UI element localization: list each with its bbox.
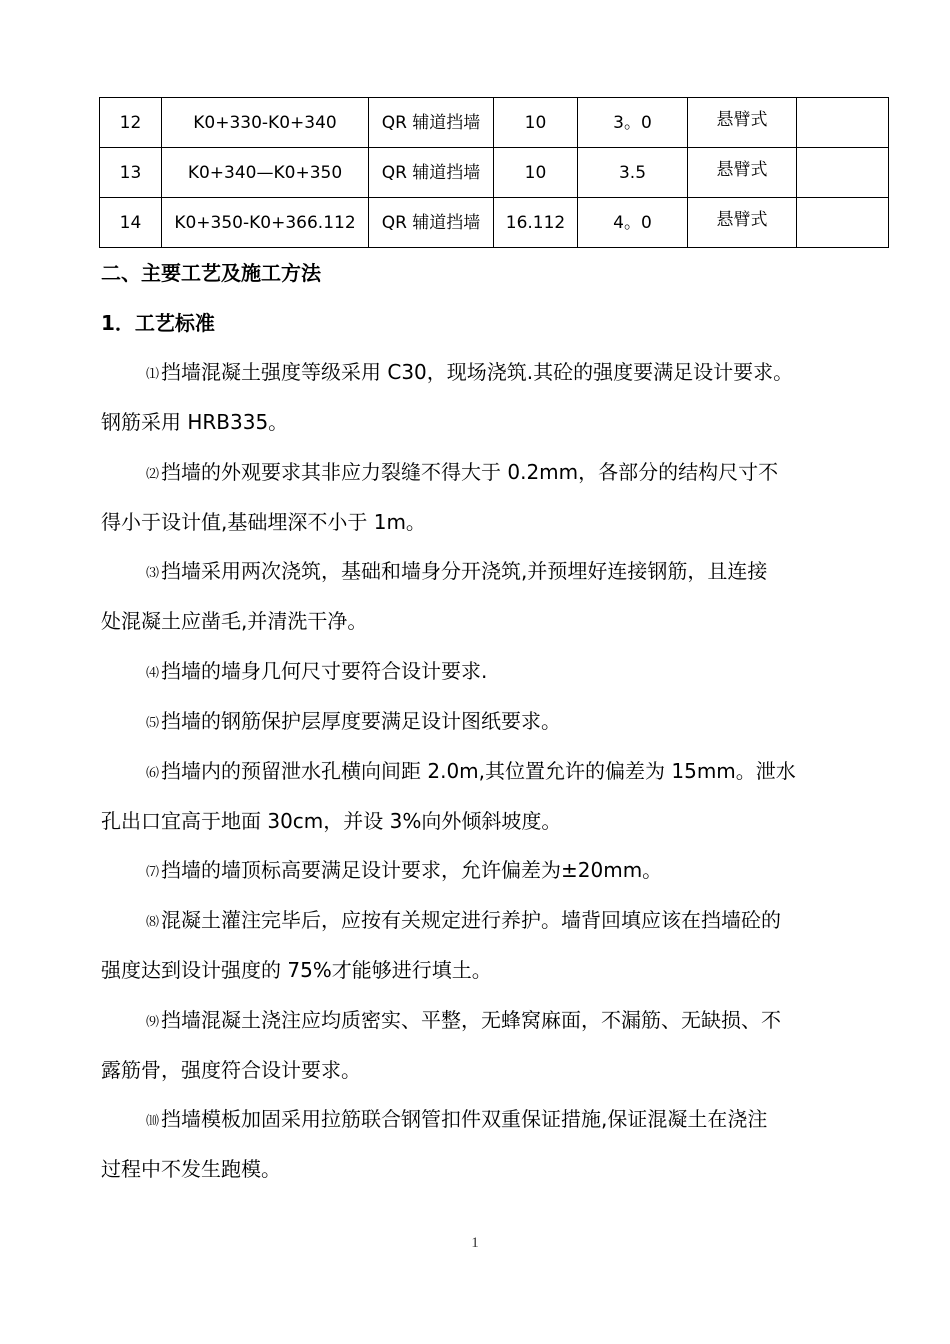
cell-name: QR 辅道挡墙 xyxy=(369,98,494,148)
item-text: 挡墙内的预留泄水孔横向间距 2.0m,其位置允许的偏差为 15mm。泄水 xyxy=(161,759,796,783)
item-text: 处混凝土应凿毛,并清洗干净。 xyxy=(101,609,368,633)
item-text: 孔出口宜高于地面 30cm，并设 3%向外倾斜坡度。 xyxy=(101,809,562,833)
list-item xyxy=(101,696,871,746)
item-text: 挡墙的墙身几何尺寸要符合设计要求. xyxy=(161,659,488,683)
cell-name: QR 辅道挡墙 xyxy=(369,198,494,248)
item-text: 钢筋采用 HRB335。 xyxy=(101,410,289,434)
cell-no: 14 xyxy=(100,198,162,248)
item-text: 挡墙的钢筋保护层厚度要满足设计图纸要求。 xyxy=(161,709,562,733)
cell-stake: K0+340—K0+350 xyxy=(162,148,369,198)
list-item xyxy=(101,995,871,1095)
list-item xyxy=(101,845,871,895)
item-text: 露筋骨，强度符合设计要求。 xyxy=(101,1058,361,1082)
list-item xyxy=(101,347,871,447)
item-number: ⑺ xyxy=(146,865,160,880)
cell-type: 悬臂式 xyxy=(688,198,797,248)
cell-type: 悬臂式 xyxy=(688,148,797,198)
item-text: 挡墙的墙顶标高要满足设计要求，允许偏差为±20mm。 xyxy=(161,858,663,882)
cell-height: 4。0 xyxy=(578,198,688,248)
item-number: ⑽ xyxy=(146,1114,160,1129)
item-text: 混凝土灌注完毕后，应按有关规定进行养护。墙背回填应该在挡墙砼的 xyxy=(161,908,782,932)
cell-length: 10 xyxy=(494,98,578,148)
cell-remark xyxy=(797,198,889,248)
item-text: 挡墙混凝土浇注应均质密实、平整，无蜂窝麻面，不漏筋、无缺损、不 xyxy=(161,1008,782,1032)
item-number: ⑶ xyxy=(146,566,160,581)
cell-stake: K0+350-K0+366.112 xyxy=(162,198,369,248)
item-text: 得小于设计值,基础埋深不小于 1m。 xyxy=(101,510,426,534)
cell-type: 悬臂式 xyxy=(688,98,797,148)
cell-name: QR 辅道挡墙 xyxy=(369,148,494,198)
list-item xyxy=(101,447,871,547)
item-text: 挡墙的外观要求其非应力裂缝不得大于 0.2mm，各部分的结构尺寸不 xyxy=(161,460,779,484)
list-item xyxy=(101,646,871,696)
table-row xyxy=(100,98,889,148)
item-number: ⑷ xyxy=(146,666,160,681)
cell-stake: K0+330-K0+340 xyxy=(162,98,369,148)
item-number: ⑵ xyxy=(146,467,160,482)
item-number: ⑴ xyxy=(146,367,160,382)
cell-no: 12 xyxy=(100,98,162,148)
cell-height: 3。0 xyxy=(578,98,688,148)
item-text: 过程中不发生跑模。 xyxy=(101,1157,281,1181)
cell-length: 10 xyxy=(494,148,578,198)
cell-remark xyxy=(797,148,889,198)
item-number: ⑹ xyxy=(146,766,160,781)
section-title: 二、主要工艺及施工方法 xyxy=(101,261,321,285)
table-row xyxy=(100,148,889,198)
cell-no: 13 xyxy=(100,148,162,198)
list-item xyxy=(101,1094,871,1194)
page-number: 1 xyxy=(471,1235,479,1251)
retaining-wall-table xyxy=(99,97,889,248)
cell-length: 16.112 xyxy=(494,198,578,248)
cell-height: 3.5 xyxy=(578,148,688,198)
item-text: 挡墙采用两次浇筑，基础和墙身分开浇筑,并预埋好连接钢筋，且连接 xyxy=(161,559,768,583)
list-item xyxy=(101,895,871,995)
list-item xyxy=(101,746,871,846)
item-number: ⑸ xyxy=(146,716,160,731)
list-item xyxy=(101,546,871,646)
cell-remark xyxy=(797,98,889,148)
item-number: ⑻ xyxy=(146,915,160,930)
item-text: 强度达到设计强度的 75%才能够进行填土。 xyxy=(101,958,492,982)
item-text: 挡墙模板加固采用拉筋联合钢管扣件双重保证措施,保证混凝土在浇注 xyxy=(161,1107,768,1131)
subsection-title: 1．工艺标准 xyxy=(101,311,215,335)
item-text: 挡墙混凝土强度等级采用 C30，现场浇筑.其砼的强度要满足设计要求。 xyxy=(161,360,794,384)
table-row xyxy=(100,198,889,248)
item-number: ⑼ xyxy=(146,1015,160,1030)
